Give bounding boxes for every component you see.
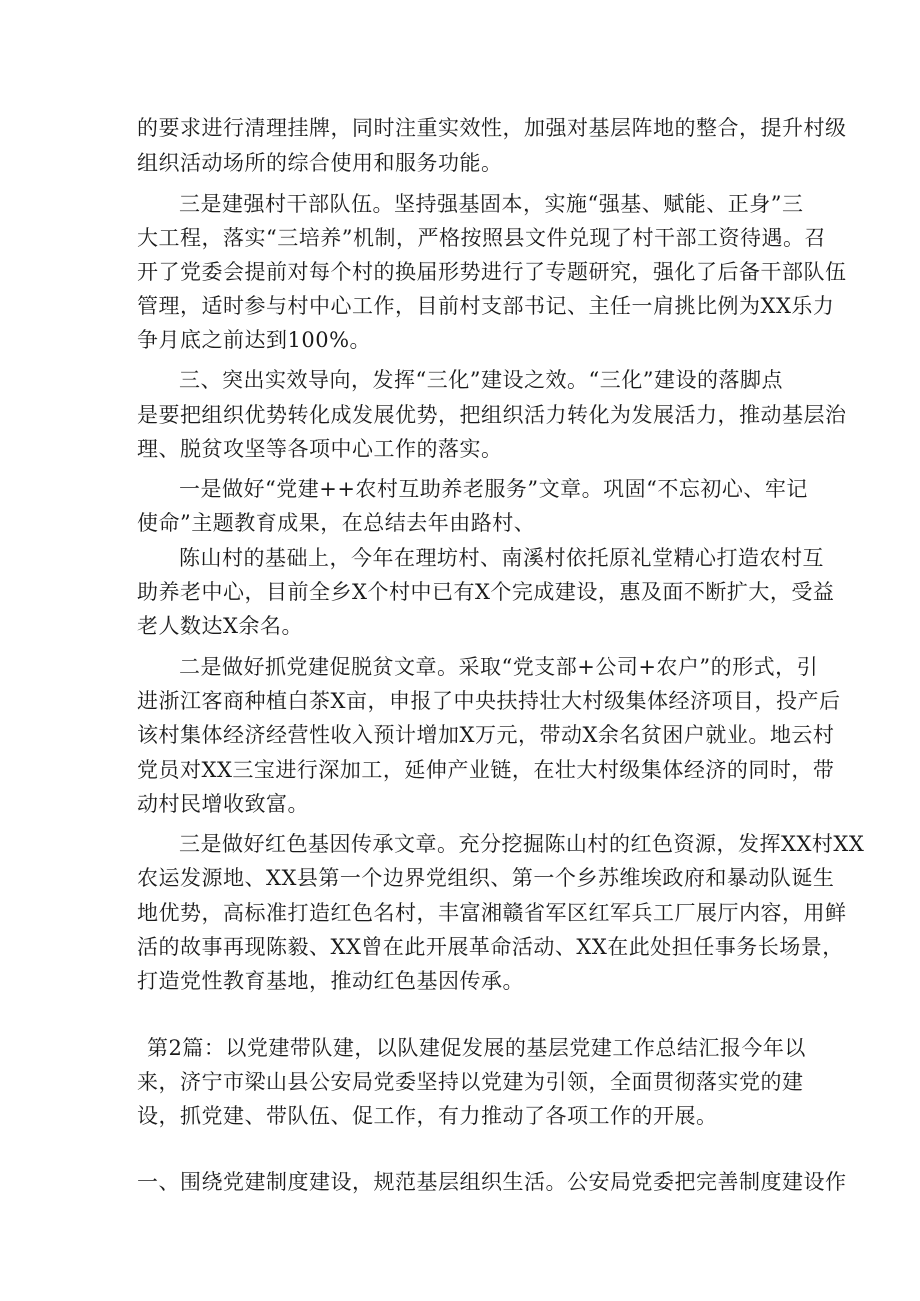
text-line: 来，济宁市梁山县公安局党委坚持以党建为引领，全面贯彻落实党的建 xyxy=(137,1070,804,1094)
text-line: 使命”主题教育成果，在总结去年由路村、 xyxy=(137,511,536,535)
text-line: 三是做好红色基因传承文章。充分挖掘陈山村的红色资源，发挥XX村XX xyxy=(179,832,865,856)
text-line: 助养老中心，目前全乡X个村中已有X个完成建设，惠及面不断扩大，受益 xyxy=(137,580,835,604)
text-line: 组织活动场所的综合使用和服务功能。 xyxy=(137,151,503,175)
text-line: 党员对XX三宝进行深加工，延伸产业链，在壮大村级集体经济的同时，带 xyxy=(137,758,835,782)
text-line: 一是做好“党建++农村互助养老服务”文章。巩固“不忘初心、牢记 xyxy=(179,477,808,501)
text-line: 三是建强村干部队伍。坚持强基固本，实施“强基、赋能、正身”三 xyxy=(179,192,804,216)
text-line: 第2篇：以党建带队建，以队建促发展的基层党建工作总结汇报今年以 xyxy=(147,1036,806,1060)
text-line: 农运发源地、XX县第一个边界党组织、第一个乡苏维埃政府和暴动队诞生 xyxy=(137,866,835,890)
text-line: 的要求进行清理挂牌，同时注重实效性，加强对基层阵地的整合，提升村级 xyxy=(137,116,847,140)
text-line: 管理，适时参与村中心工作，目前村支部书记、主任一肩挑比例为XX乐力 xyxy=(137,294,835,318)
text-line: 开了党委会提前对每个村的换届形势进行了专题研究，强化了后备干部队伍 xyxy=(137,260,847,284)
text-line: 老人数达X余名。 xyxy=(137,614,303,638)
text-line: 大工程，落实“三培养”机制，严格按照县文件兑现了村干部工资待遇。召 xyxy=(137,226,826,250)
text-line: 陈山村的基础上，今年在理坊村、南溪村依托原礼堂精心打造农村互 xyxy=(179,546,824,570)
text-line: 三、突出实效导向，发挥“三化”建设之效。“三化”建设的落脚点 xyxy=(179,368,783,392)
text-line: 打造党性教育基地，推动红色基因传承。 xyxy=(137,969,524,993)
text-line: 设，抓党建、带队伍、促工作，有力推动了各项工作的开展。 xyxy=(137,1104,718,1128)
text-line: 该村集体经济经营性收入预计增加X万元，带动X余名贫困户就业。地云村 xyxy=(137,723,835,747)
text-line: 二是做好抓党建促脱贫文章。采取“党支部+公司+农户”的形式，引 xyxy=(179,655,819,679)
text-line: 动村民增收致富。 xyxy=(137,792,309,816)
text-line: 进浙江客商种植白茶X亩，申报了中央扶持壮大村级集体经济项目，投产后 xyxy=(137,689,841,713)
text-line: 理、脱贫攻坚等各项中心工作的落实。 xyxy=(137,437,503,461)
text-line: 争月底之前达到100%。 xyxy=(137,328,372,352)
text-line: 是要把组织优势转化成发展优势，把组织活力转化为发展活力，推动基层治 xyxy=(137,403,847,427)
text-line: 地优势，高标准打造红色名村，丰富湘赣省军区红军兵工厂展厅内容，用鲜 xyxy=(137,901,847,925)
text-line: 活的故事再现陈毅、XX曾在此开展革命活动、XX在此处担任事务长场景， xyxy=(137,935,844,959)
text-line: 一、围绕党建制度建设，规范基层组织生活。公安局党委把完善制度建设作 xyxy=(137,1170,847,1194)
